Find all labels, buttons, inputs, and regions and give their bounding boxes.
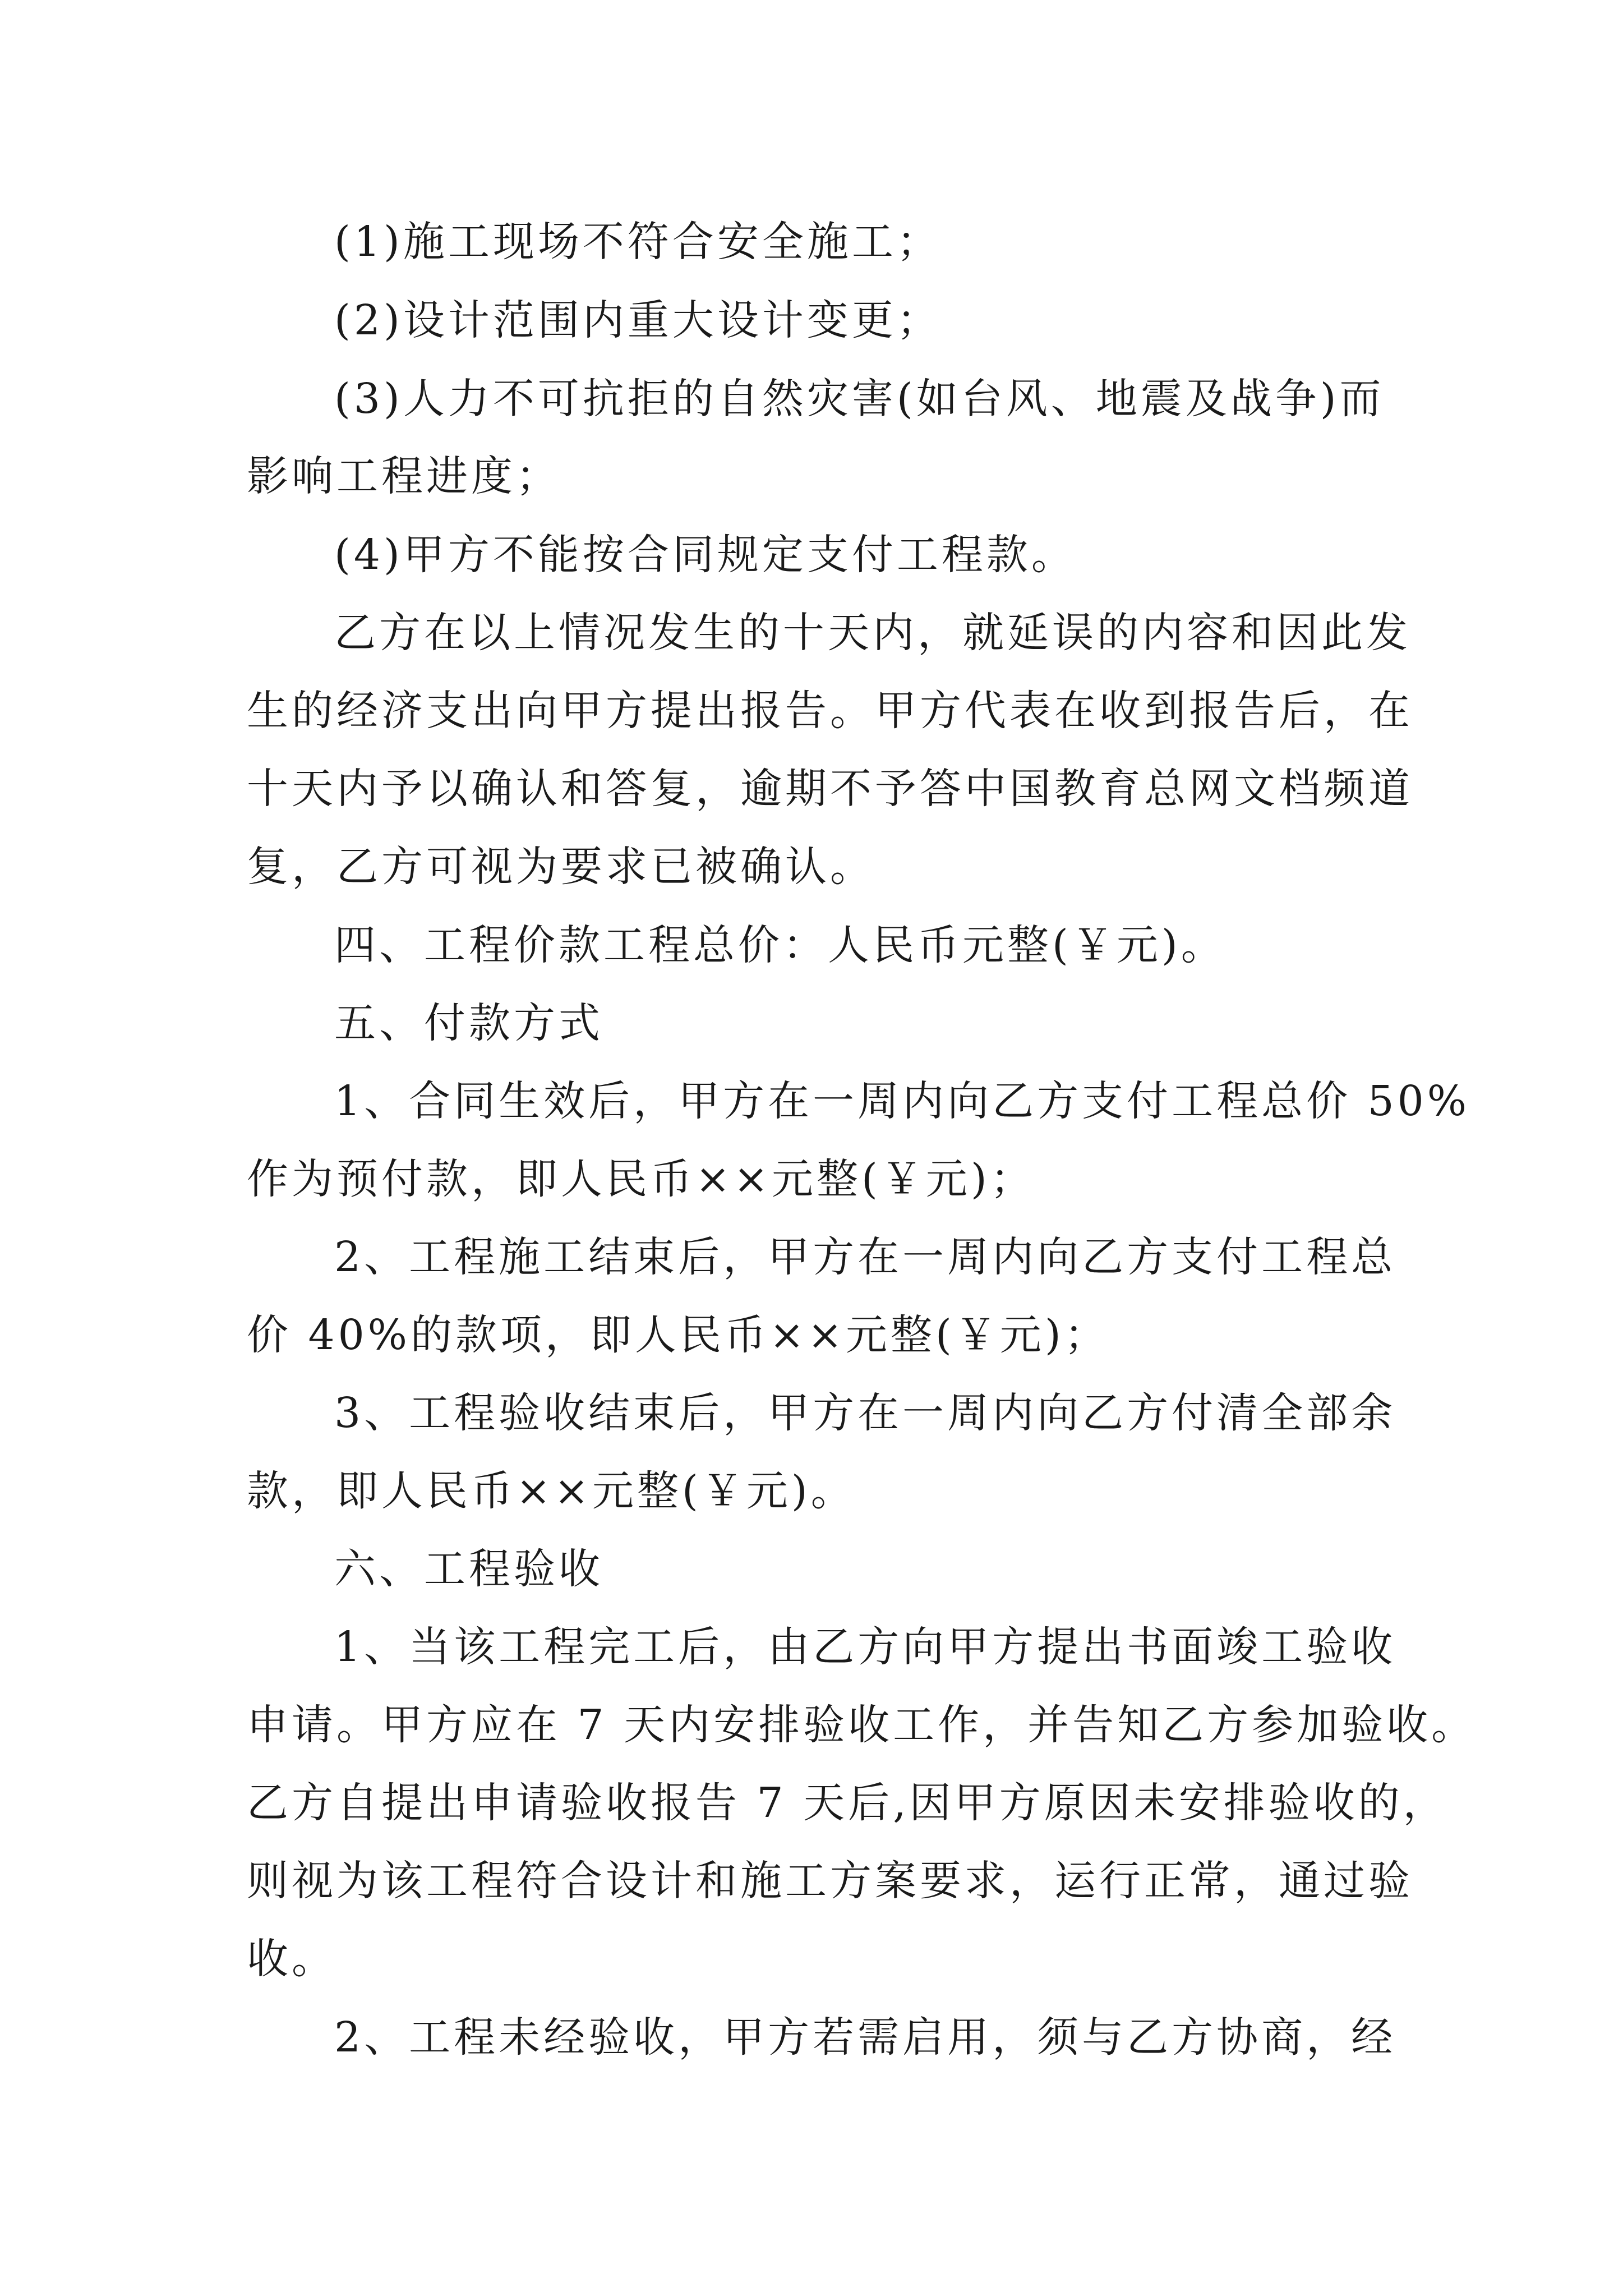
text-line: 四、工程价款工程总价：人民币元整(￥元)。	[334, 921, 1226, 969]
text-line: 十天内予以确认和答复，逾期不予答中国教育总网文档频道	[247, 765, 1413, 813]
text-line: 乙方自提出申请验收报告 7 天后,因甲方原因未安排验收的，	[247, 1779, 1448, 1827]
text-line: (3)人力不可抗拒的自然灾害(如台风、地震及战争)而	[334, 375, 1385, 423]
text-line: 价 40%的款项，即人民币××元整(￥元)；	[247, 1311, 1109, 1359]
text-line: 2、工程施工结束后，甲方在一周内向乙方支付工程总	[334, 1233, 1396, 1281]
text-line: (2)设计范围内重大设计变更；	[334, 296, 942, 344]
text-line: 复，乙方可视为要求已被确认。	[247, 843, 875, 891]
text-line: 影响工程进度；	[247, 452, 561, 500]
text-line: (1)施工现场不符合安全施工；	[334, 218, 942, 266]
text-line: 收。	[247, 1935, 336, 1983]
text-line: (4)甲方不能按合同规定支付工程款。	[334, 531, 1076, 579]
section-heading: 五、付款方式	[334, 999, 603, 1047]
text-line: 作为预付款，即人民币××元整(￥元)；	[247, 1155, 1035, 1203]
section-heading: 六、工程验收	[334, 1545, 603, 1593]
text-line: 3、工程验收结束后，甲方在一周内向乙方付清全部余	[334, 1389, 1396, 1437]
text-line: 申请。甲方应在 7 天内安排验收工作，并告知乙方参加验收。	[247, 1701, 1477, 1749]
text-line: 1、当该工程完工后，由乙方向甲方提出书面竣工验收	[334, 1623, 1396, 1671]
text-line: 乙方在以上情况发生的十天内，就延误的内容和因此发	[334, 609, 1411, 657]
text-line: 1、合同生效后，甲方在一周内向乙方支付工程总价 50%	[334, 1077, 1470, 1125]
text-line: 2、工程未经验收，甲方若需启用，须与乙方协商，经	[334, 2013, 1396, 2062]
text-line: 款，即人民币××元整(￥元)。	[247, 1467, 856, 1515]
text-line: 则视为该工程符合设计和施工方案要求，运行正常，通过验	[247, 1857, 1413, 1905]
text-line: 生的经济支出向甲方提出报告。甲方代表在收到报告后，在	[247, 687, 1413, 735]
